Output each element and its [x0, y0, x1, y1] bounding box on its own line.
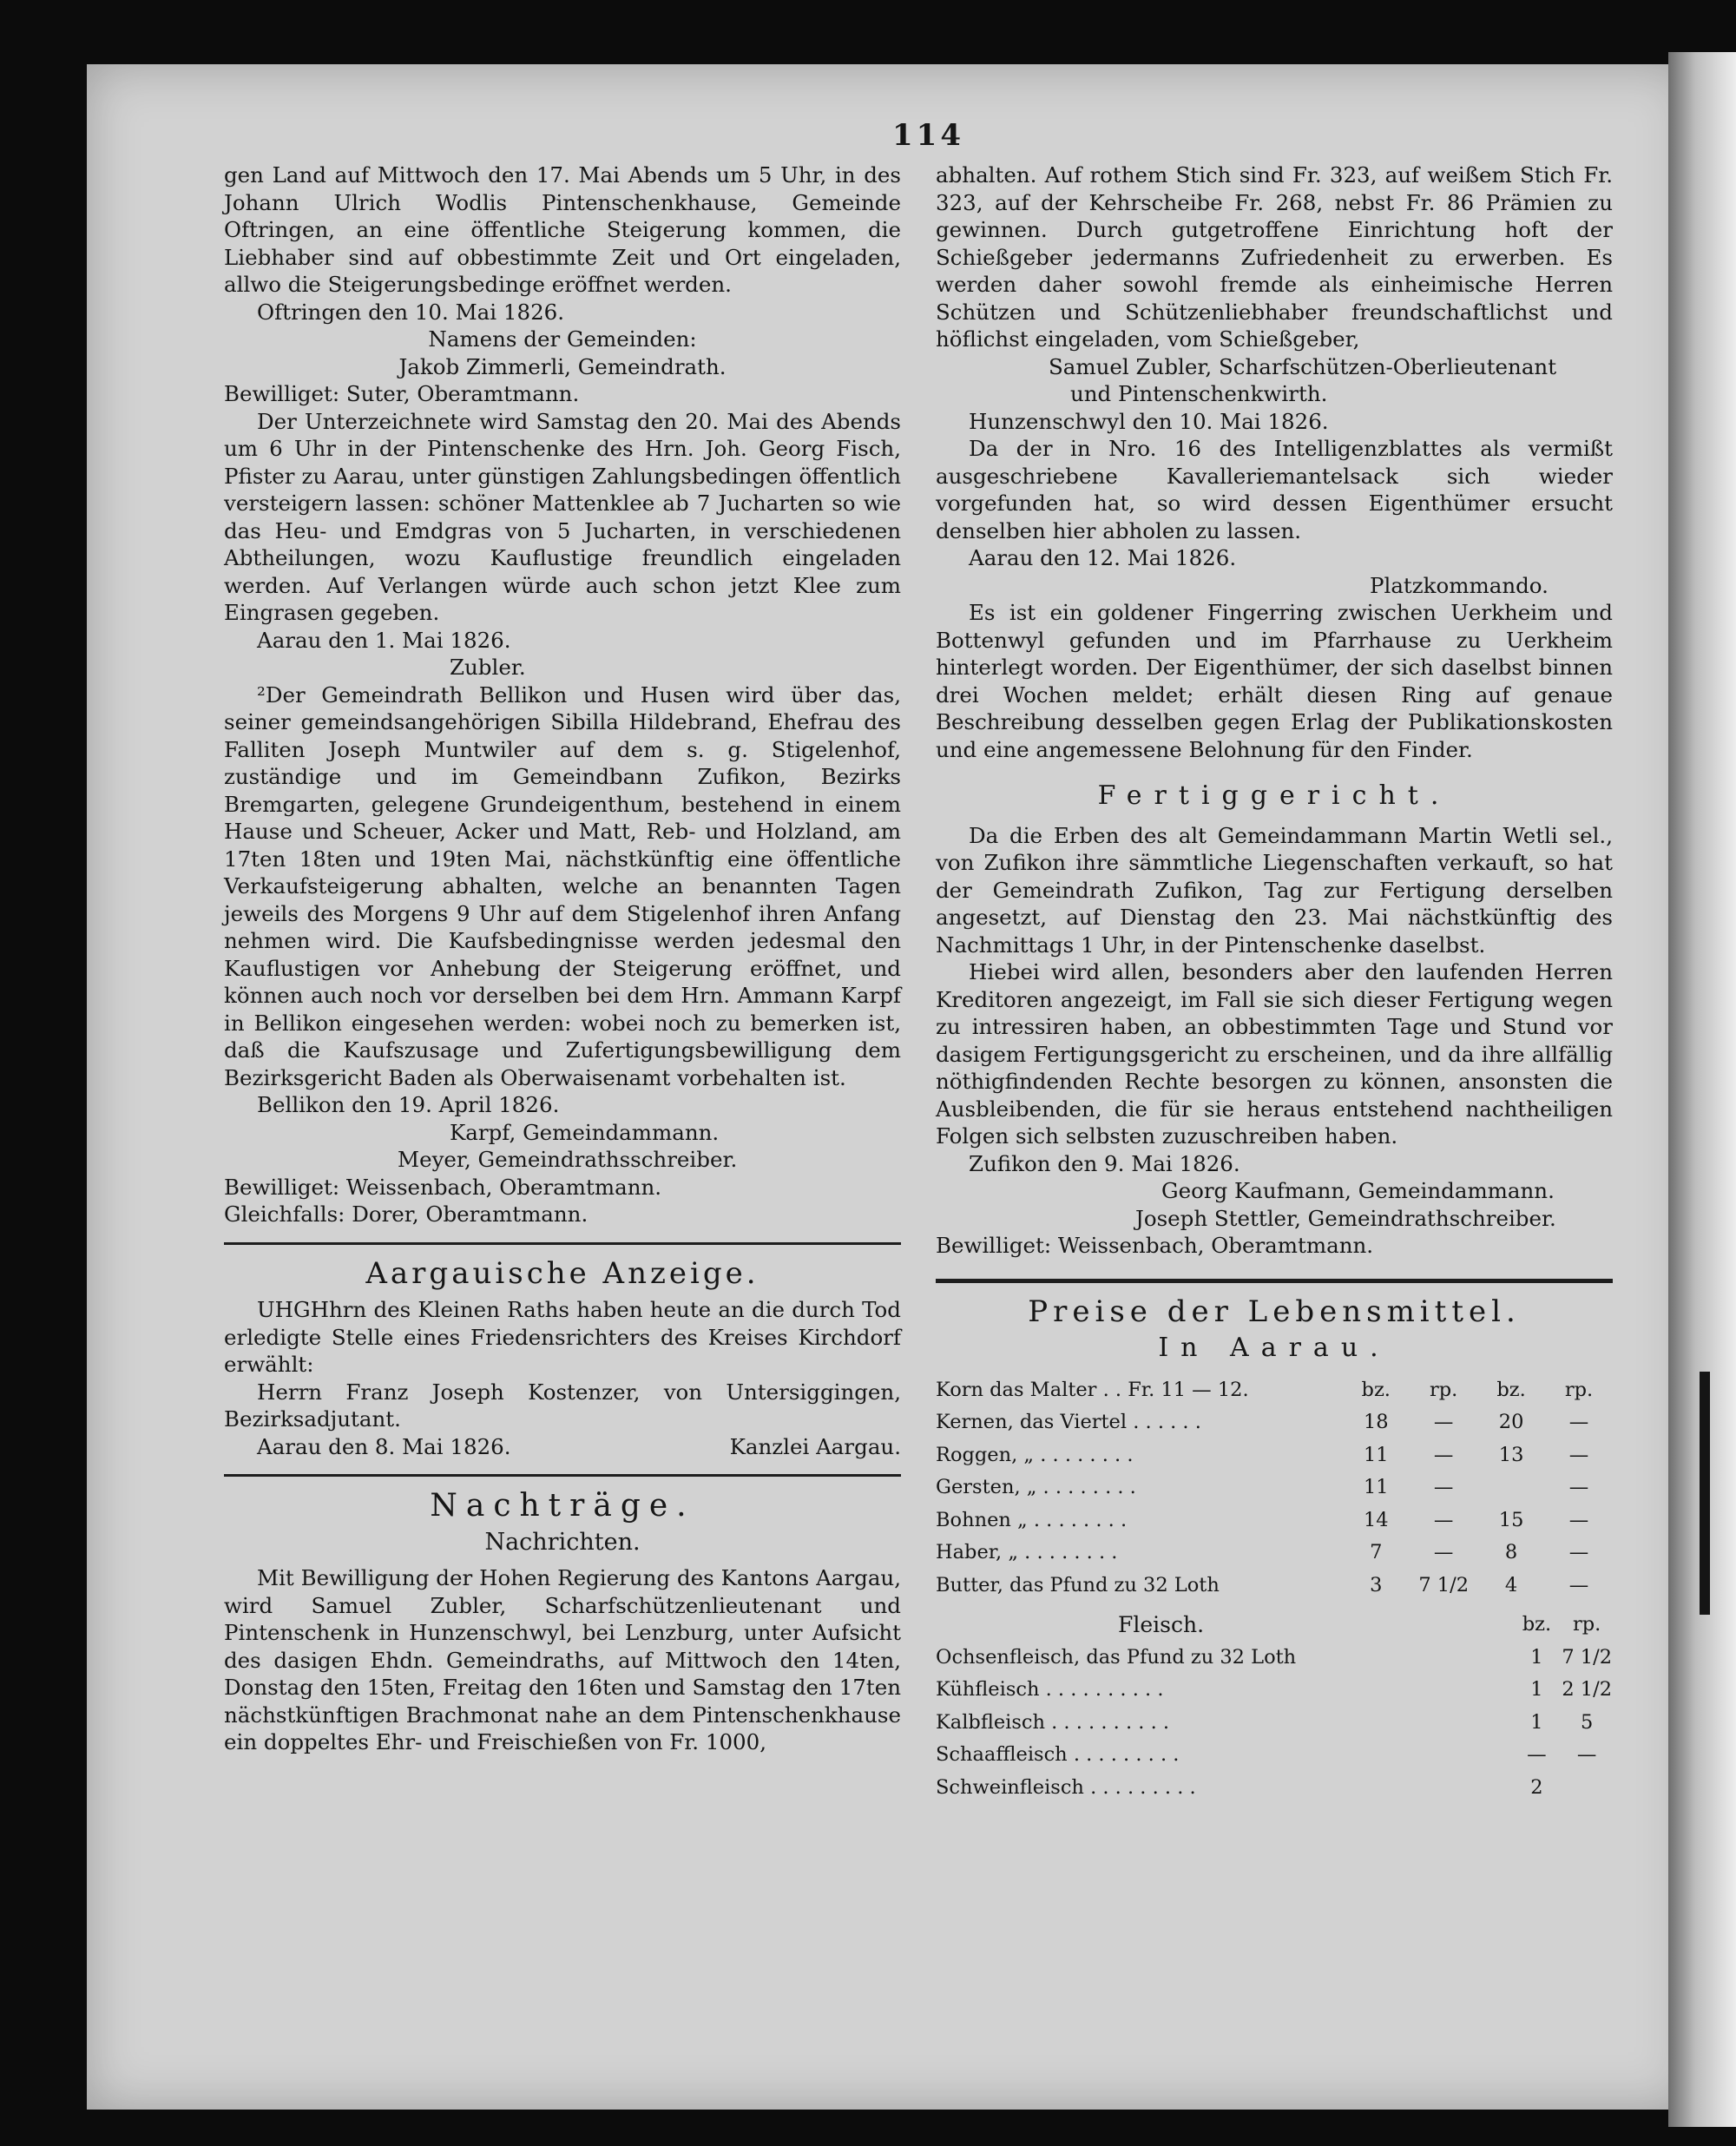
grain-c2: — — [1433, 1443, 1454, 1466]
notice-bellikon: ²Der Gemeindrath Bellikon und Husen wird über das, seiner gemeindsangehörigen Sibilla Hildebrand, Ehefrau des Falliten Joseph Muntwiler auf dem s. g. Stigelenhof, zuständige und im Gemeindbann Zufikon, Bezirks Bremgarten, gelegene Grundeigenthum, bestehend in einem Hause und Scheuer, Acker und Matt, Reb- und Holzland, am 17ten 18ten und 19ten Mai, nächstkünftig eine öffentliche Verkaufsteigerung abhalten, welche an benannten Tagen jeweils des Morgens 9 Uhr auf dem Stigelenhof ihren Anfang nehmen wird. Die Kaufsbedingnisse werden jedesmal den Kauflustigen vor Anhebung der Steigerung eröffnet, und können auch noch vor derselben bei dem Hrn. Ammann Karpf in Bellikon eingesehen werden: wobei noch zu bemerken ist, daß die Kaufszusage und Zufertigungsbewilligung dem Bezirksgericht Baden als Oberwaisenamt vorbehalten ist. — [224, 681, 901, 1090]
notice-mantelsack-date: Aarau den 12. Mai 1826. — [969, 545, 1237, 570]
grain-c3: 4 — [1504, 1573, 1518, 1596]
grain-c1: 7 — [1370, 1541, 1383, 1563]
meat-c1: — — [1527, 1743, 1547, 1766]
left-column — [224, 161, 901, 1756]
notice-fingerring: Es ist ein goldener Fingerring zwischen Uerkheim und Bottenwyl gefunden und im Pfarrhause zu Uerkheim hinterlegt worden. Der Eigenthümer, der sich daselbst binnen drei Wochen meldet; erhält diesen Ring auf genaue Beschreibung desselben gegen Erlag der Publikationskosten und eine angemessene Belohnung für den Finder. — [936, 600, 1613, 762]
grain-c1: 11 — [1363, 1476, 1389, 1498]
grain-c4: — — [1568, 1573, 1589, 1596]
meat-c1: 2 — [1530, 1775, 1543, 1799]
notice-freischiessen-date: Hunzenschwyl den 10. Mai 1826. — [969, 408, 1329, 434]
meat-label: Kalbfleisch . . . . . . . . . . — [936, 1710, 1170, 1734]
grain-c3 — [1477, 1471, 1545, 1504]
meat-header-c1: bz. — [1522, 1613, 1552, 1636]
notice-fertigung: Da die Erben des alt Gemeindammann Martin Wetli sel., von Zufikon ihre sämmtliche Liegenschaften verkauft, so hat der Gemeindrath Zufikon, Tag zur Fertigung derselben angesetzt, auf Dienstag den 23. Mai nächstkünftig des Nachmittags 1 Uhr, in der Pintenschenke daselbst. — [936, 822, 1613, 958]
aargauische-anzeige-date: Aarau den 8. Mai 1826. — [257, 1433, 511, 1459]
table-row — [936, 1739, 1613, 1772]
notice-oftringen-signature-2: Jakob Zimmerli, Gemeindrath. — [398, 353, 727, 379]
meat-c1: 1 — [1530, 1678, 1543, 1701]
grain-c2: — — [1433, 1541, 1454, 1563]
notice-freischiessen-signature-2: und Pintenschenkwirth. — [1070, 381, 1328, 406]
grain-c1: 14 — [1363, 1508, 1389, 1531]
meat-c2: — — [1576, 1743, 1597, 1766]
notice-klee: Der Unterzeichnete wird Samstag den 20. Mai des Abends um 6 Uhr in der Pintenschenke des Hrn. Joh. Georg Fisch, Pfister zu Aarau, unter günstigen Zahlungsbedingen öffentlich versteigern lassen: schöner Mattenklee ab 7 Jucharten so wie das Heu- und Emdgras von 5 Jucharten, in verschiedenen Abtheilungen, wozu Kauflustige freundlich eingeladen werden. Auf Verlangen würde auch schon jetzt Klee zum Eingrasen gegeben. — [224, 408, 901, 625]
notice-klee-signature: Zubler. — [450, 655, 526, 680]
notice-fertigung-signature-2: Joseph Stettler, Gemeindrathschreiber. — [1135, 1205, 1556, 1231]
notice-mantelsack-signature: Platzkommando. — [1370, 572, 1549, 598]
table-row — [936, 1406, 1613, 1439]
grain-header-c3: bz. — [1496, 1378, 1526, 1401]
meat-label: Schweinfleisch . . . . . . . . . — [936, 1775, 1196, 1799]
notice-oftringen-approved: Bewilliget: Suter, Oberamtmann. — [224, 381, 580, 406]
grain-c2: — — [1433, 1508, 1454, 1531]
meat-label: Kühfleisch . . . . . . . . . . — [936, 1678, 1164, 1701]
grain-c2: 7 1/2 — [1418, 1573, 1470, 1596]
prices-heading: Preise der Lebensmittel. — [1028, 1294, 1521, 1329]
meat-heading: Fleisch. — [1118, 1612, 1205, 1637]
prices-location: In Aarau. — [1158, 1333, 1391, 1363]
aargauische-anzeige-text: UHGHhrn des Kleinen Raths haben heute an die durch Tod erledigte Stelle eines Friedensrichters des Kreises Kirchdorf erwählt: — [224, 1297, 901, 1377]
grain-label: Gersten, „ . . . . . . . . — [936, 1476, 1136, 1498]
grain-c3: 20 — [1498, 1411, 1524, 1433]
notice-fertigung-approved: Bewilliget: Weissenbach, Oberamtmann. — [936, 1233, 1374, 1258]
table-row — [936, 1707, 1613, 1740]
page-number: 114 — [892, 118, 964, 153]
meat-c2 — [1561, 1772, 1613, 1805]
grain-price-table — [936, 1374, 1613, 1603]
notice-oftringen-date: Oftringen den 10. Mai 1826. — [257, 299, 565, 325]
grain-header-c1: bz. — [1361, 1378, 1391, 1401]
scan-edge-marker — [1700, 1372, 1710, 1615]
right-column — [936, 161, 1613, 1804]
fertiggericht-heading: Fertiggericht. — [1097, 780, 1451, 811]
grain-header-row — [936, 1374, 1613, 1407]
grain-label: Kernen, das Viertel . . . . . . — [936, 1411, 1201, 1433]
grain-c4: — — [1568, 1508, 1589, 1531]
grain-label: Roggen, „ . . . . . . . . — [936, 1443, 1134, 1466]
meat-label: Schaaffleisch . . . . . . . . . — [936, 1743, 1180, 1766]
notice-fertigung-date: Zufikon den 9. Mai 1826. — [969, 1150, 1240, 1176]
nachtraege-heading: Nachträge. — [430, 1488, 695, 1524]
grain-label: Haber, „ . . . . . . . . — [936, 1541, 1118, 1563]
notice-bellikon-approved-2: Gleichfalls: Dorer, Oberamtmann. — [224, 1201, 589, 1227]
grain-c3: 15 — [1498, 1508, 1524, 1531]
table-row — [936, 1570, 1613, 1603]
aargauische-anzeige-footer — [224, 1433, 901, 1461]
table-row — [936, 1439, 1613, 1472]
table-row — [936, 1642, 1613, 1675]
meat-c1: 1 — [1530, 1710, 1543, 1734]
notice-freischiessen: Mit Bewilligung der Hohen Regierung des Kantons Aargau, wird Samuel Zubler, Scharfschützenlieutenant und Pintenschenk in Hunzenschwyl, bei Lenzburg, unter Aufsicht des dasigen Ehdn. Gemeindraths, auf Mittwoch den 14ten, Donstag den 15ten, Freitag den 16ten und Samstag den 17ten nächstkünftigen Brachmonat nahe an dem Pintenschenkhause ein doppeltes Ehr- und Freischießen von Fr. 1000, — [224, 1565, 901, 1754]
meat-price-table — [936, 1609, 1613, 1804]
grain-c3: 8 — [1504, 1541, 1518, 1563]
meat-c1: 1 — [1530, 1645, 1543, 1669]
page-curl-edge — [1668, 52, 1736, 2127]
section-divider-double — [936, 1279, 1613, 1283]
aargauische-anzeige-heading: Aargauische Anzeige. — [365, 1255, 760, 1291]
notice-oftringen-signature-1: Namens der Gemeinden: — [428, 326, 697, 352]
notice-fertigung-kreditoren: Hiebei wird allen, besonders aber den laufenden Herren Kreditoren angezeigt, im Fall sie sich dieser Fertigung wegen zu intressiren haben, an obbestimmten Tage und Stund vor dasigem Fertigungsgericht zu erscheinen, und da ihre allfällig nöthigfindenden Rechte besorgen zu können, ansonsten die Ausbleibenden, die für sie heraus entstehend nachtheiligen Folgen sich selbsten zuzuschreiben haben. — [936, 959, 1613, 1149]
table-row — [936, 1772, 1613, 1805]
nachrichten-heading: Nachrichten. — [484, 1528, 641, 1556]
grain-header-c4: rp. — [1564, 1378, 1594, 1401]
notice-oftringen: gen Land auf Mittwoch den 17. Mai Abends um 5 Uhr, in des Johann Ulrich Wodlis Pintenschenkhause, Gemeinde Oftringen, an eine öffentliche Steigerung kommen, die Liebhaber sind auf obbestimmte Zeit und Ort eingeladen, allwo die Steigerungsbedinge eröffnet werden. — [224, 162, 901, 297]
grain-c1: 11 — [1363, 1443, 1389, 1466]
grain-label: Butter, das Pfund zu 32 Loth — [936, 1573, 1220, 1596]
grain-c4: — — [1568, 1541, 1589, 1563]
notice-klee-date: Aarau den 1. Mai 1826. — [257, 627, 511, 653]
section-divider — [224, 1242, 901, 1245]
aargauische-anzeige-name: Herrn Franz Joseph Kostenzer, von Untersiggingen, Bezirksadjutant. — [224, 1379, 901, 1432]
table-row — [936, 1504, 1613, 1537]
notice-bellikon-signature-2: Meyer, Gemeindrathsschreiber. — [398, 1147, 738, 1172]
section-divider — [224, 1474, 901, 1477]
meat-c2: 5 — [1581, 1710, 1594, 1734]
grain-c4: — — [1568, 1476, 1589, 1498]
table-row — [936, 1471, 1613, 1504]
notice-fertigung-signature-1: Georg Kaufmann, Gemeindammann. — [1161, 1178, 1555, 1203]
meat-label: Ochsenfleisch, das Pfund zu 32 Loth — [936, 1645, 1297, 1669]
notice-mantelsack: Da der in Nro. 16 des Intelligenzblattes als vermißt ausgeschriebene Kavalleriemantelsack sich wieder vorgefunden hat, so wird dessen Eigenthümer ersucht denselben hier abholen zu lassen. — [936, 436, 1613, 543]
meat-c2: 2 1/2 — [1562, 1678, 1613, 1701]
grain-c4: — — [1568, 1411, 1589, 1433]
meat-header-c2: rp. — [1573, 1613, 1601, 1636]
grain-header-label: Korn das Malter . . Fr. 11 — 12. — [936, 1378, 1249, 1401]
table-row — [936, 1674, 1613, 1707]
grain-c2: — — [1433, 1476, 1454, 1498]
notice-bellikon-approved-1: Bewilliget: Weissenbach, Oberamtmann. — [224, 1174, 662, 1200]
table-row — [936, 1537, 1613, 1570]
notice-bellikon-date: Bellikon den 19. April 1826. — [257, 1092, 560, 1117]
grain-header-c2: rp. — [1430, 1378, 1458, 1401]
meat-c2: 7 1/2 — [1562, 1645, 1613, 1669]
grain-c2: — — [1433, 1411, 1454, 1433]
notice-bellikon-signature-1: Karpf, Gemeindammann. — [450, 1119, 720, 1145]
notice-freischiessen-continued: abhalten. Auf rothem Stich sind Fr. 323, auf weißem Stich Fr. 323, auf der Kehrscheibe Fr. 268, nebst Fr. 86 Prämien zu gewinnen. Durch gutgetroffene Einrichtung hoft der Schießgeber jedermanns Zufriedenheit zu erwerben. Es werden daher sowohl fremde als einheimische Herren Schützen und Schützenliebhaber freundschaftlichst und höflichst eingeladen, vom Schießgeber, — [936, 162, 1613, 352]
grain-label: Bohnen „ . . . . . . . . — [936, 1508, 1128, 1531]
grain-c4: — — [1568, 1443, 1589, 1466]
meat-header-row — [936, 1609, 1613, 1642]
grain-c1: 18 — [1363, 1411, 1389, 1433]
aargauische-anzeige-signature: Kanzlei Aargau. — [729, 1433, 901, 1459]
grain-c3: 13 — [1498, 1443, 1524, 1466]
grain-c1: 3 — [1370, 1573, 1383, 1596]
notice-freischiessen-signature-1: Samuel Zubler, Scharfschützen-Oberlieutenant — [1049, 353, 1557, 379]
